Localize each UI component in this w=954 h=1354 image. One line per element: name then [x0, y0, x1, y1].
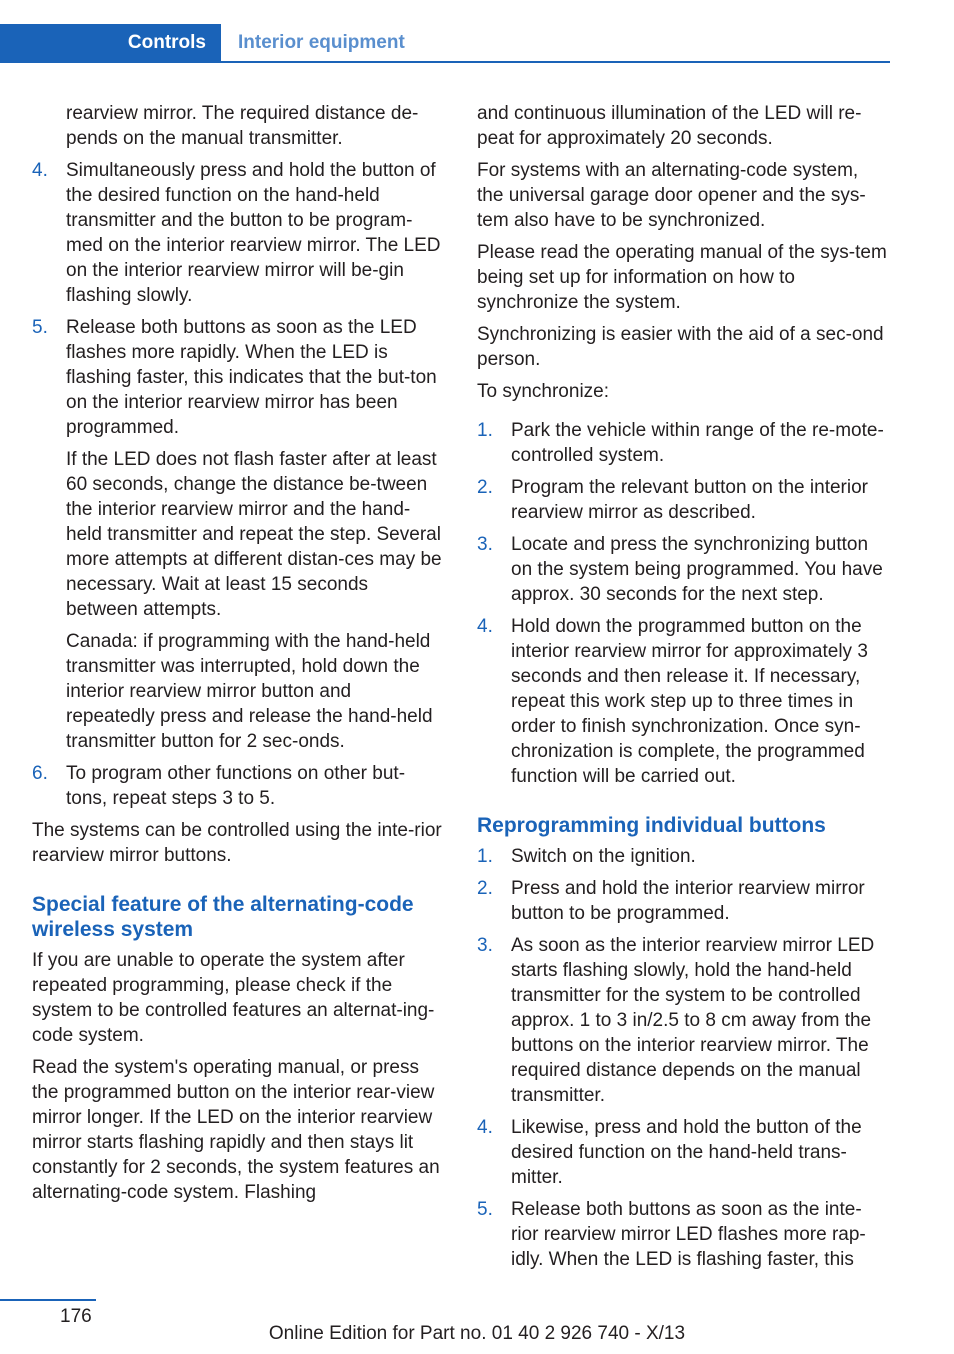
- step-number: 2.: [477, 477, 493, 498]
- page-header: [0, 24, 890, 63]
- step-text: Locate and press the synchronizing button on the system being programmed. You have approx. 30 seconds for the next step.: [511, 534, 883, 605]
- list-item: [477, 876, 889, 926]
- step-text: Hold down the programmed button on the interior rearview mirror for approximately 3 seconds and then release it. If necessary, repeat this work step up to three times in order to finish synchronization. Once syn‐chronization is complete, the programmed function will be carried out.: [511, 616, 868, 787]
- list-item: [477, 844, 889, 869]
- body-paragraph: Read the system's operating manual, or press the programmed button on the interior rear‐view mirror longer. If the LED on the interior rearview mirror starts flashing rapidly and then stays lit constantly for 2 seconds, the system features an alternating-code system. Flashing: [32, 1057, 440, 1203]
- step-text: To program other functions on other but‐tons, repeat steps 3 to 5.: [66, 763, 406, 809]
- list-item: [477, 418, 889, 468]
- step-text: Release both buttons as soon as the inte‐rior rearview mirror LED flashes more rap‐idly. When the LED is flashing faster, this: [511, 1199, 866, 1270]
- step-number: 1.: [477, 846, 493, 867]
- list-item: [477, 475, 889, 525]
- continued-step-text: rearview mirror. The required distance de‐pends on the manual transmitter.: [66, 103, 419, 149]
- step-text: Likewise, press and hold the button of the desired function on the hand-held trans‐mitter.: [511, 1117, 862, 1188]
- step-text: Release both buttons as soon as the LED flashes more rapidly. When the LED is flashing faster, this indicates that the but‐ton on the interior rearview mirror has been programmed.: [66, 317, 437, 438]
- header-section-link[interactable]: Interior equipment: [238, 31, 405, 53]
- body-paragraph: To synchronize:: [477, 381, 610, 402]
- step-number: 4.: [32, 160, 48, 181]
- list-item: [32, 315, 444, 754]
- body-paragraph: and continuous illumination of the LED will re‐peat for approximately 20 seconds.: [477, 103, 862, 149]
- step-text: Press and hold the interior rearview mirror button to be programmed.: [511, 878, 865, 924]
- edition-footer: Online Edition for Part no. 01 40 2 926 740 - X/13: [268, 1323, 686, 1344]
- step-number: 3.: [477, 935, 493, 956]
- section-heading: Special feature of the alternating-code wireless system: [32, 893, 414, 941]
- body-paragraph: Synchronizing is easier with the aid of a sec‐ond person.: [477, 324, 884, 370]
- step-number: 2.: [477, 878, 493, 899]
- step-text: Program the relevant button on the interior rearview mirror as described.: [511, 477, 868, 523]
- list-item: [32, 761, 444, 811]
- body-paragraph: For systems with an alternating-code system, the universal garage door opener and the sys‐tem also have to be synchronized.: [477, 160, 866, 231]
- body-paragraph: The systems can be controlled using the inte‐rior rearview mirror buttons.: [32, 820, 442, 866]
- step-text: Park the vehicle within range of the re‐mote-controlled system.: [511, 420, 884, 466]
- step-text: Simultaneously press and hold the button of the desired function on the hand-held transmitter and the button to be program‐med on the interior rearview mirror. The LED on the interior rearview mirror will be‐gin flashing slowly.: [66, 160, 441, 306]
- body-paragraph: If you are unable to operate the system after repeated programming, please check if the system to be controlled features an alternat‐ing-code system.: [32, 950, 435, 1046]
- step-number: 4.: [477, 1117, 493, 1138]
- step-text: If the LED does not flash faster after at least 60 seconds, change the distance be‐tween the interior rearview mirror and the hand-held transmitter and repeat the step. Several more attempts at different distan‐ces may be necessary. Wait at least 15 seconds between attempts.: [66, 449, 442, 620]
- step-number: 4.: [477, 616, 493, 637]
- list-item: [32, 158, 444, 308]
- step-number: 3.: [477, 534, 493, 555]
- list-item: [477, 933, 889, 1108]
- left-column: [32, 101, 444, 1212]
- list-item: [477, 1115, 889, 1190]
- footer-divider: [0, 1299, 96, 1301]
- page-number: 176: [60, 1306, 92, 1327]
- right-column: [477, 101, 889, 1279]
- body-paragraph: Please read the operating manual of the sys‐tem being set up for information on how to synchronize the system.: [477, 242, 887, 313]
- list-item: [477, 1197, 889, 1272]
- step-number: 1.: [477, 420, 493, 441]
- header-chapter-tab[interactable]: Controls: [0, 24, 221, 61]
- section-heading: Reprogramming individual buttons: [477, 814, 826, 837]
- step-text: Canada: if programming with the hand-held transmitter was interrupted, hold down the interior rearview mirror button and repeatedly press and release the hand-held transmitter button for 2 sec‐onds.: [66, 631, 433, 752]
- step-number: 5.: [477, 1199, 493, 1220]
- list-item: [477, 614, 889, 789]
- step-text: Switch on the ignition.: [511, 846, 696, 867]
- step-number: 5.: [32, 317, 48, 338]
- step-number: 6.: [32, 763, 48, 784]
- step-text: As soon as the interior rearview mirror LED starts flashing slowly, hold the hand-held transmitter for the system to be controlled approx. 1 to 3 in/2.5 to 8 cm away from the buttons on the interior rearview mirror. The required distance depends on the manual transmitter.: [511, 935, 875, 1106]
- list-item: [477, 532, 889, 607]
